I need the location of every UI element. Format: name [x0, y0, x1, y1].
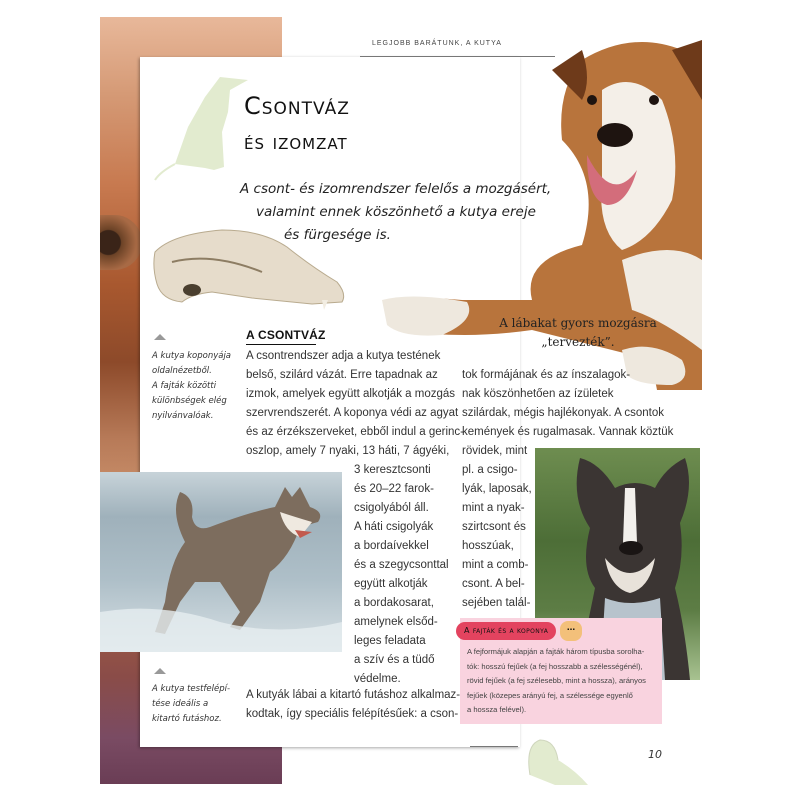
body-line: nak köszönhetően az ízületek: [462, 388, 614, 400]
callout-heading: A fajták és a koponya: [456, 622, 556, 640]
body-line: A csontrendszer adja a kutya testének: [246, 350, 441, 362]
title-line-2: és izomzat: [244, 130, 348, 154]
body-line: csont. A bel-: [462, 578, 525, 590]
callout-line: A fejformájuk alapján a fajták három típusba sorolha-: [467, 647, 645, 656]
caption-line: tése ideális a: [152, 699, 209, 709]
caption-line: kitartó futáshoz.: [152, 714, 222, 724]
body-col1-narrow: [354, 461, 449, 689]
body-col2-top: [462, 366, 673, 442]
body-col2-narrow: [462, 442, 532, 613]
body-line: tok formájának és az ínszalagok-: [462, 369, 631, 381]
body-line: hosszúak,: [462, 540, 514, 552]
legs-quote: [488, 314, 668, 352]
section-heading-underline: [246, 344, 316, 345]
body-line: szervrendszerét. A koponya védi az agyat: [246, 407, 459, 419]
body-line: a szív és a tüdő: [354, 654, 435, 666]
callout-line: tók: hosszú fejűek (a fej hosszabb a szélességénél),: [467, 661, 643, 671]
body-line: amelynek elsőd-: [354, 616, 438, 628]
callout-line: rövid fejűek (a fej szélesebb, mint a hossza), arányos: [467, 676, 646, 685]
body-line: izmok, amelyek együtt alkotják a mozgás: [246, 388, 456, 400]
body-line: sejében talál-: [462, 597, 531, 609]
callout-line: fejűek (közepes arányú fej, a szélessége egyenlő: [467, 690, 633, 700]
intro-line: A csont- és izomrendszer felelős a mozgásért,: [240, 181, 552, 197]
body-line: a bordaívekkel: [354, 540, 429, 552]
page-number: 10: [648, 748, 662, 761]
body-line: kemények és rugalmasak. Vannak köztük: [462, 426, 674, 438]
body-line: a bordakosarat,: [354, 597, 434, 609]
body-line: oszlop, amely 7 nyaki, 13 háti, 7 ágyéki,: [246, 445, 450, 457]
body-col1-bottom: [246, 686, 460, 724]
caption-line: oldalnézetből.: [152, 366, 212, 376]
intro-line: és fürgesége is.: [284, 227, 391, 243]
body-line: mint a comb-: [462, 559, 529, 571]
running-head: LEGJOBB BARÁTUNK, A KUTYA: [372, 40, 502, 47]
callout-line: a hossza felével).: [467, 705, 527, 714]
body-col1-top: [246, 347, 464, 461]
page-title: [244, 88, 350, 160]
quote-line: „tervezték”.: [541, 335, 615, 349]
quote-line: A lábakat gyors mozgásra: [499, 316, 657, 330]
body-line: lyák, laposak,: [462, 483, 532, 495]
body-line: rövidek, mint: [462, 445, 528, 457]
body-line: kodtak, így speciális felépítésűek: a cson-: [246, 708, 459, 720]
body-line: csigolyából áll.: [354, 502, 429, 514]
body-line: mint a nyak-: [462, 502, 525, 514]
body-line: és a szegycsonttal: [354, 559, 449, 571]
body-line: együtt alkotják: [354, 578, 428, 590]
caption-line: különbségek elég: [152, 396, 227, 406]
callout-text: [467, 645, 662, 718]
intro-line: valamint ennek köszönhető a kutya ereje: [256, 204, 536, 220]
caption-line: A kutya koponyája: [152, 351, 232, 361]
husky-caption: [152, 682, 230, 727]
dog-silhouette-footer-icon: [520, 735, 590, 785]
section-heading: A CSONTVÁZ: [246, 328, 326, 342]
caption-line: A kutya testfelépí-: [152, 684, 231, 694]
callout-ellipsis: ...: [560, 621, 582, 641]
caption-pointer-icon: [154, 668, 166, 674]
body-line: 3 keresztcsonti: [354, 464, 431, 476]
dog-skull-photo: [152, 222, 347, 310]
body-line: pl. a csigo-: [462, 464, 518, 476]
dog-silhouette-icon: [150, 72, 250, 182]
caption-line: nyilvánvalóak.: [152, 411, 214, 421]
body-line: belső, szilárd vázát. Erre tapadnak az: [246, 369, 438, 381]
body-line: védelme.: [354, 673, 401, 685]
body-line: leges feladata: [354, 635, 426, 647]
skull-caption: [152, 349, 231, 424]
body-line: A háti csigolyák: [354, 521, 434, 533]
body-line: szirtcsont és: [462, 521, 526, 533]
body-line: és 20–22 farok-: [354, 483, 434, 495]
caption-pointer-icon: [154, 334, 166, 340]
body-line: szilárdak, mégis hajlékonyak. A csontok: [462, 407, 664, 419]
husky-illustration: [100, 472, 342, 652]
caption-line: A fajták közötti: [152, 381, 217, 391]
husky-photo: [100, 472, 342, 652]
body-line: és az érzékszerveket, ebből indul a gerinc-: [246, 426, 464, 438]
body-line: A kutyák lábai a kitartó futáshoz alkalmaz-: [246, 689, 461, 701]
footer-rule: [470, 746, 518, 747]
title-line-1: Csontváz: [244, 92, 350, 120]
